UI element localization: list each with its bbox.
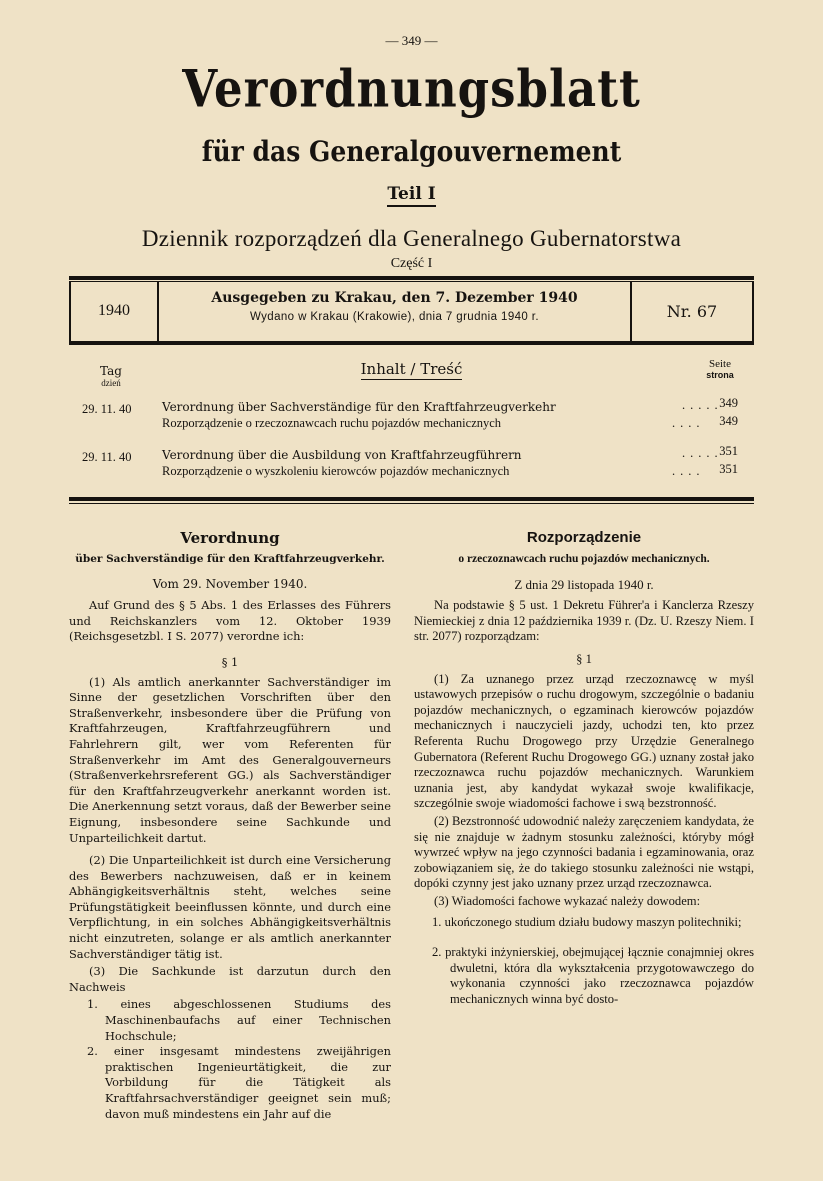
- polish-section: § 1: [576, 651, 592, 666]
- polish-item-1: 1. ukończonego studium działu budowy maszyn politechniki;: [432, 915, 742, 930]
- toc-date-label: Tag dzień: [100, 364, 122, 388]
- part-label-polish: Część I: [390, 256, 433, 271]
- german-item-1: 1. eines abgeschlossenen Studiums des Maschinenbaufachs auf einer Technischen Hochschule;: [87, 997, 391, 1043]
- toc-entry-page-de: 349: [719, 396, 738, 410]
- german-heading: Verordnung: [180, 529, 280, 547]
- top-rule: [69, 276, 754, 280]
- article-columns: [69, 528, 754, 1128]
- issue-info: [159, 281, 630, 341]
- toc-entry-page-pl: 349: [719, 414, 738, 428]
- toc-bottom-rule-thin: [69, 503, 754, 504]
- issue-bottom-rule: [69, 341, 754, 345]
- german-section: § 1: [221, 654, 239, 669]
- polish-date: Z dnia 29 listopada 1940 r.: [514, 576, 654, 592]
- polish-subheading: o rzeczoznawcach ruchu pojazdów mechanicznych.: [458, 553, 710, 565]
- toc-entry-date: 29. 11. 40: [82, 402, 132, 416]
- polish-para-3: (3) Wiadomości fachowe wykazać należy dowodem:: [434, 893, 701, 908]
- polish-para-1: (1) Za uznanego przez urząd rzeczoznawcę w myśl ustawowych przepisów o ruchu drogowym, szczególnie o badaniu pojazdów mechanicznych, o egzaminach kierowców pojazdów mechanicznych i nauczycieli jazdy, uchodzi ten, kto przez Referenta Ruchu Drogowego przy Urzędzie Generalnego Gubernatora (Referent Ruchu Drogowego GG.) uznany został jako rzeczoznawca ruchu pojazdów mechanicznych. Warunkiem uznania jest, aby kandydat wykazał swoje kwalifikacje, szczególnie swoje wiadomości fachowe i swą bezstronność.: [414, 671, 754, 811]
- toc-entry-title-pl: Rozporządzenie o wyszkoleniu kierowców pojazdów mechanicznych: [162, 464, 510, 478]
- german-para-1: (1) Als amtlich anerkannter Sachverständiger im Sinne der gesetzlichen Vorschriften über den Straßenverkehr, insbesondere über die Prüfung von Kraftfahrzeugen, Kraftfahrzeugführern und Fahrlehrern gilt, wer vom Referenten für Straßenverkehr im Amt des Generalgouverneurs (Straßenverkehrsreferent GG.) als Sachverständiger für den Kraftfahrzeugverkehr anerkannt worden ist. Die Anerkennung setzt voraus, daß der Bewerber seine Eignung, insbesondere seine Sachkunde und Unparteilichkeit dartut.: [69, 674, 391, 845]
- toc-header: [69, 358, 754, 392]
- toc-entry-title-de: Verordnung über die Ausbildung von Kraftfahrzeugführern: [162, 448, 522, 462]
- polish-item-2: 2. praktyki inżynierskiej, obejmującej łącznie conajmniej okres dwuletni, która dla wykształcenia przygotowawczego do wykonania czynności jako rzeczoznawca pojazdów mechanicznych winna być dosto-: [432, 945, 754, 1006]
- polish-column: [414, 528, 754, 1007]
- german-para-2: (2) Die Unparteilichkeit ist durch eine Versicherung des Bewerbers nachzuweisen, daß er in keinem Abhängigkeitsverhältnis steht, welches seine Prüfungstätigkeit beeinflussen könnte, und durch eine Verpflichtung, in ein solches Abhängigkeitsverhältnis nicht einzutreten, solange er als amtlich anerkannter Sachverständiger tätig ist.: [69, 853, 391, 961]
- german-column: [69, 528, 391, 1122]
- toc-page-label: Seite strona: [706, 358, 734, 380]
- toc-entry-date: 29. 11. 40: [82, 450, 132, 464]
- german-para-3: (3) Die Sachkunde ist darzutun durch den Nachweis: [69, 964, 391, 994]
- toc-entry-title-de: Verordnung über Sachverständige für den Kraftfahrzeugverkehr: [162, 400, 556, 414]
- toc-bottom-rule: [69, 497, 754, 501]
- masthead-subtitle: für das Generalgouvernement: [201, 135, 622, 168]
- issued-german: Ausgegeben zu Krakau, den 7. Dezember 1940: [211, 290, 578, 306]
- polish-heading: Rozporządzenie: [526, 529, 642, 546]
- issue-box: [69, 281, 754, 341]
- toc-leader: ....: [672, 464, 705, 478]
- polish-para-2: (2) Bezstronność udowodnić należy zaręczeniem kandydata, że się nie znajduje w żadnym stosunku zależności, któryby mógł wywrzeć wpływ na jego czynności badania i egzaminowania, oraz zobowiązaniem się, że do takiego stosunku zależności nie wstąpi, dopóki czynny jest jako uznany przez urząd rzeczoznawca.: [414, 813, 754, 891]
- issue-year: 1940: [71, 281, 159, 341]
- page-number: — 349 —: [385, 33, 438, 48]
- german-date: Vom 29. November 1940.: [152, 576, 308, 591]
- toc-entry[interactable]: [82, 446, 742, 482]
- german-item-2: 2. einer insgesamt mindestens zweijährigen praktischen Ingenieurtätigkeit, die zur Vorbildung für die Tätigkeit als Kraftfahrsachverständiger geeignet sein muß; davon muß mindestens ein Jahr auf die: [87, 1044, 391, 1121]
- toc-leader: .....: [682, 398, 723, 412]
- toc-entry-page-pl: 351: [719, 462, 738, 476]
- toc-leader: ....: [672, 416, 705, 430]
- toc-entry[interactable]: [82, 398, 742, 434]
- toc-heading: Inhalt / Treść: [360, 360, 463, 378]
- masthead-title: Verordnungsblatt: [182, 58, 641, 119]
- issued-polish: Wydano w Krakau (Krakowie), dnia 7 grudnia 1940 r.: [249, 311, 539, 323]
- polish-preamble: Na podstawie § 5 ust. 1 Dekretu Führer'a i Kanclerza Rzeszy Niemieckiej z dnia 12 października 1939 r. (Dz. U. Rzeszy Niem. I str. 2077) rozporządzam:: [414, 598, 754, 644]
- german-preamble: Auf Grund des § 5 Abs. 1 des Erlasses des Führers und Reichskanzlers vom 12. Oktober 1939 (Reichsgesetzbl. I S. 2077) verordne ich:: [69, 598, 391, 644]
- german-subheading: über Sachverständige für den Kraftfahrzeugverkehr.: [75, 553, 385, 565]
- toc-leader: .....: [682, 446, 723, 460]
- part-label: Teil I: [0, 184, 823, 204]
- toc-entry-title-pl: Rozporządzenie o rzeczoznawcach ruchu pojazdów mechanicznych: [162, 416, 502, 430]
- toc-entry-page-de: 351: [719, 444, 738, 458]
- issue-number: Nr. 67: [630, 281, 752, 341]
- masthead-title-polish: Dziennik rozporządzeń dla Generalnego Gubernatorstwa: [141, 226, 682, 251]
